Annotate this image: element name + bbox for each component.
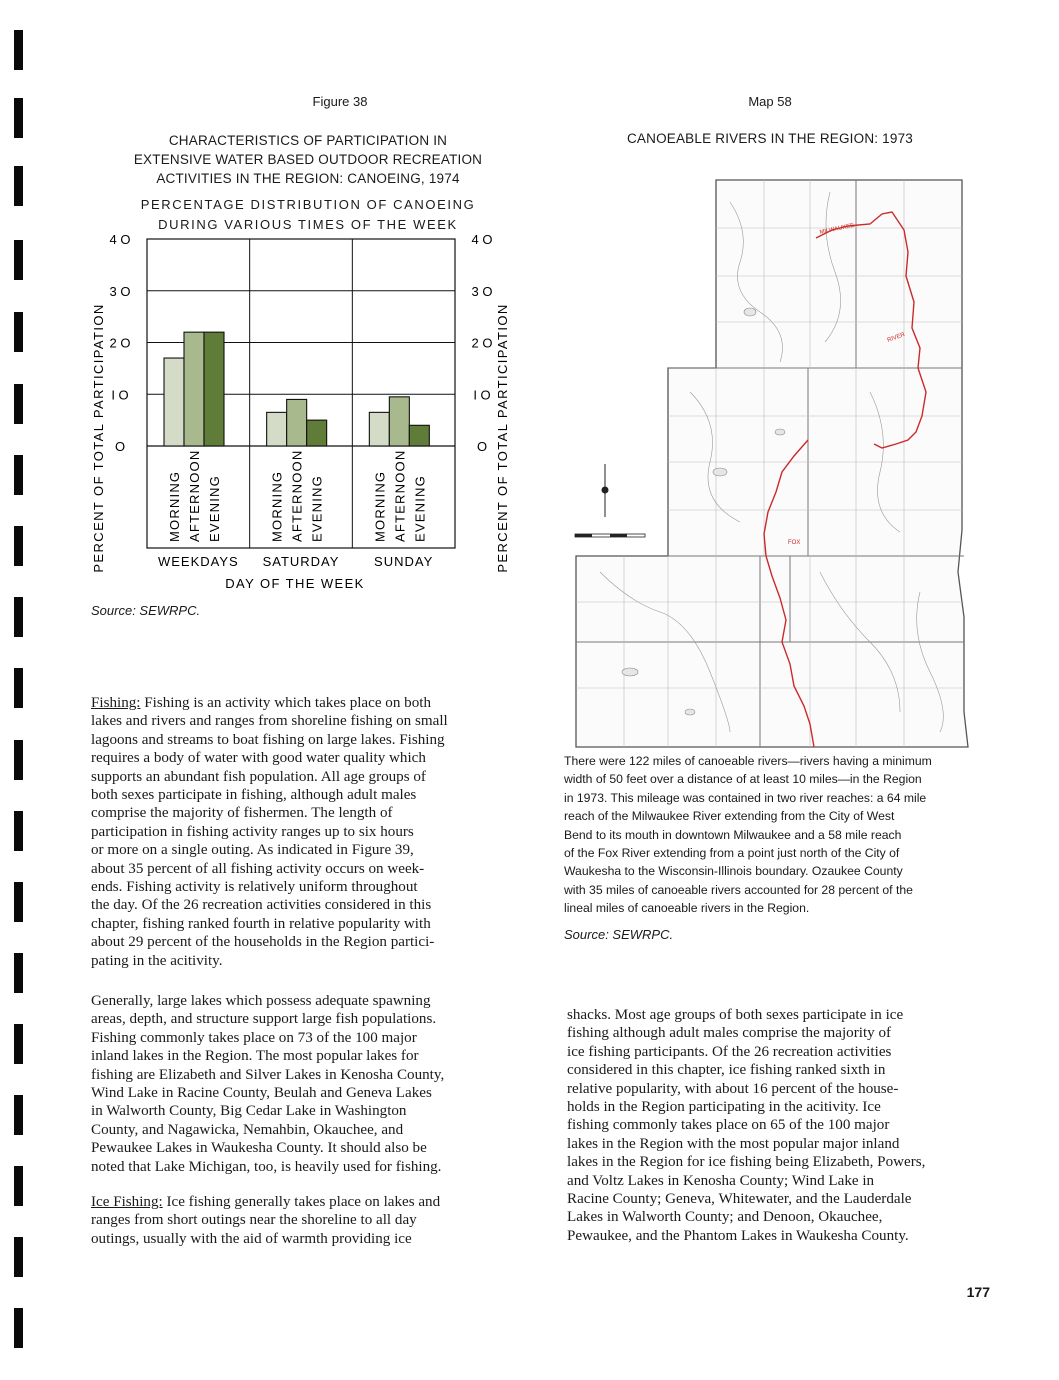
text-line: ice fishing participants. Of the 26 recreation activities	[567, 1043, 892, 1060]
group-label: SATURDAY	[262, 554, 340, 569]
text-line: lakes in the Region for ice fishing being Elizabeth, Powers,	[567, 1154, 926, 1171]
binding-hole	[14, 30, 23, 70]
text-line: in Walworth County, Big Cedar Lake in Washington	[91, 1103, 407, 1120]
binding-hole	[14, 668, 23, 708]
text-line: ends. Fishing activity is relatively uniform throughout	[91, 879, 418, 896]
text-line: participation in fishing activity ranges up to six hours	[91, 823, 414, 840]
page-number: 177	[966, 1284, 990, 1300]
text-line: Racine County; Geneva, Whitewater, and the Lauderdale	[567, 1191, 912, 1208]
text-line: inland lakes in the Region. The most popular lakes for	[91, 1048, 419, 1065]
text-line: considered in this chapter, ice fishing ranked sixth in	[567, 1062, 886, 1079]
figure-title	[108, 131, 508, 188]
paragraph-lakes	[91, 992, 511, 1176]
figure-source: Source: SEWRPC.	[91, 603, 201, 618]
text-line: County, and Nagawicka, Nemahbin, Okauchee, and	[91, 1121, 404, 1138]
paragraph-ice-fishing-continued	[567, 1006, 987, 1245]
paragraph-fishing	[91, 694, 511, 970]
caption-line: There were 122 miles of canoeable rivers—rivers having a minimum	[564, 754, 932, 768]
scale-bar	[575, 534, 645, 537]
caption-line: in 1973. This mileage was contained in two river reaches: a 64 mile	[564, 790, 927, 805]
bar-afternoon-sunday	[389, 397, 409, 446]
text-line: supports an abundant fish population. All age groups of	[91, 768, 426, 785]
bar-afternoon-saturday	[287, 399, 307, 446]
text-line: Pewaukee Lakes in Waukesha County. It should also be	[91, 1140, 427, 1157]
text-line: relative popularity, with about 16 percent of the house-	[567, 1080, 899, 1097]
text-line: lakes and rivers and ranges from shoreline fishing on small	[91, 713, 448, 730]
caption-line: with 35 miles of canoeable rivers accounted for 28 percent of the	[564, 882, 913, 897]
binding-hole	[14, 526, 23, 566]
bar-evening-weekdays	[204, 332, 224, 446]
binding-hole	[14, 1308, 23, 1348]
text-line: the day. Of the 26 recreation activities considered in this	[91, 897, 432, 914]
text-line: chapter, fishing ranked fourth in relative popularity with	[91, 915, 431, 932]
binding-hole	[14, 312, 23, 352]
binding-hole	[14, 384, 23, 424]
binding-hole	[14, 240, 23, 280]
text-line: shacks. Most age groups of both sexes participate in ice	[567, 1007, 904, 1023]
series-label: MORNING	[372, 470, 388, 542]
y-tick-label-right: 4 O	[471, 232, 493, 247]
group-label: SUNDAY	[374, 554, 434, 569]
chart-subtitle-line: DURING VARIOUS TIMES OF THE WEEK	[158, 217, 458, 232]
canoeing-bar-chart	[80, 228, 520, 598]
figure-title-line: ACTIVITIES IN THE REGION: CANOEING, 1974	[156, 171, 460, 186]
map-river-name: FOX	[788, 540, 801, 546]
text-line: Lakes in Walworth County; and Denoon, Okauchee,	[567, 1209, 883, 1226]
caption-line: Waukesha to the Wisconsin-Illinois boundary. Ozaukee County	[564, 864, 903, 879]
text-line: about 35 percent of all fishing activity occurs on week-	[91, 860, 425, 877]
text-line: holds in the Region participating in the acitivity. Ice	[567, 1099, 881, 1116]
binding-hole	[14, 953, 23, 993]
text-line: lakes in the Region with the most popular major inland	[567, 1135, 900, 1152]
text-line: Pewaukee, and the Phantom Lakes in Waukesha County.	[567, 1227, 909, 1244]
y-tick-label-left: 2 O	[109, 335, 131, 351]
section-lead-fishing: Fishing:	[91, 695, 141, 711]
series-label: EVENING	[309, 475, 325, 542]
text-line: or more on a single outing. As indicated in Figure 39,	[91, 842, 414, 859]
figure-title-line: EXTENSIVE WATER BASED OUTDOOR RECREATION	[133, 152, 483, 167]
bar-morning-sunday	[369, 412, 389, 446]
y-tick-label-left: O	[114, 439, 126, 454]
text-line: outings, usually with the aid of warmth providing ice	[91, 1230, 412, 1247]
binding-hole	[14, 1237, 23, 1277]
y-tick-label-left: 3 O	[109, 283, 131, 299]
y-axis-label-right: PERCENT OF TOTAL PARTICIPATION	[495, 303, 510, 573]
text-line: requires a body of water with good water quality which	[91, 750, 426, 767]
text-line: areas, depth, and structure support large fish populations.	[91, 1011, 437, 1028]
text-line: and Voltz Lakes in Kenosha County; Wind Lake in	[567, 1172, 875, 1189]
series-label: AFTERNOON	[392, 449, 408, 542]
binding-hole	[14, 1024, 23, 1064]
caption-line: reach of the Milwaukee River extending from the City of West	[564, 809, 895, 824]
text-line: about 29 percent of the households in the Region partici-	[91, 934, 435, 951]
text-line: Generally, large lakes which possess adequate spawning	[91, 993, 431, 1009]
text-line: both sexes participate in fishing, although adult males	[91, 787, 417, 804]
series-label: EVENING	[412, 475, 428, 542]
canoeable-rivers-map	[570, 172, 970, 752]
bar-afternoon-weekdays	[184, 332, 204, 446]
text-line: Fishing commonly takes place on 73 of the 100 major	[91, 1029, 417, 1046]
y-tick-label-left: 4 O	[109, 232, 131, 247]
binding-hole	[14, 740, 23, 780]
chart-bars	[164, 332, 429, 446]
y-tick-label-right: 3 O	[471, 283, 493, 299]
binding-hole	[14, 597, 23, 637]
series-label: AFTERNOON	[289, 449, 305, 542]
y-tick-label-right: O	[476, 439, 488, 454]
binding-hole	[14, 811, 23, 851]
series-label: AFTERNOON	[187, 449, 202, 542]
caption-line: lineal miles of canoeable rivers in the Region.	[564, 901, 810, 916]
series-label: MORNING	[269, 470, 285, 542]
binding-hole	[14, 455, 23, 495]
figure-title-line: CHARACTERISTICS OF PARTICIPATION IN	[168, 133, 448, 148]
binding-hole	[14, 98, 23, 138]
map-label: Map 58	[748, 94, 792, 109]
text-line: pating in the acitivity.	[91, 952, 223, 969]
map-caption	[564, 752, 984, 918]
north-arrow	[602, 464, 609, 517]
text-line: lagoons and streams to boat fishing on large lakes. Fishing	[91, 731, 445, 748]
bar-morning-weekdays	[164, 358, 184, 446]
text-line: Fishing: Fishing is an activity which takes place on both	[91, 695, 432, 711]
series-label: MORNING	[167, 470, 182, 542]
y-tick-label-right: I O	[473, 387, 491, 403]
section-lead-ice-fishing: Ice Fishing:	[91, 1194, 163, 1210]
region-outline	[576, 180, 968, 747]
figure-label: Figure 38	[312, 94, 368, 109]
caption-line: Bend to its mouth in downtown Milwaukee and a 58 mile reach	[564, 827, 902, 842]
text-line: fishing commonly takes place on 65 of the 100 major	[567, 1117, 890, 1134]
binding-hole	[14, 882, 23, 922]
caption-line: of the Fox River extending from a point just north of the City of	[564, 846, 900, 861]
chart-subtitle-line: PERCENTAGE DISTRIBUTION OF CANOEING	[140, 197, 476, 212]
group-label: WEEKDAYS	[157, 554, 239, 569]
text-line: comprise the majority of fishermen. The length of	[91, 805, 393, 822]
map-river-name: MILWAUKEE	[819, 222, 855, 236]
paragraph-ice-fishing	[91, 1193, 511, 1248]
x-axis-label: DAY OF THE WEEK	[225, 576, 365, 591]
text-line: Ice Fishing: Ice fishing generally takes place on lakes and	[91, 1194, 441, 1210]
binding-hole	[14, 166, 23, 206]
series-label: EVENING	[207, 475, 222, 542]
text-line: fishing are Elizabeth and Silver Lakes in Kenosha County,	[91, 1066, 445, 1083]
text-line: Wind Lake in Racine County, Beulah and Geneva Lakes	[91, 1085, 432, 1102]
bar-morning-saturday	[267, 412, 287, 446]
binding-hole	[14, 1166, 23, 1206]
text-line: noted that Lake Michigan, too, is heavily used for fishing.	[91, 1158, 442, 1175]
caption-line: width of 50 feet over a distance of at least 10 miles—in the Region	[564, 772, 922, 787]
y-tick-label-right: 2 O	[471, 335, 493, 351]
text-line: ranges from short outings near the shoreline to all day	[91, 1212, 417, 1229]
y-axis-label-left: PERCENT OF TOTAL PARTICIPATION	[91, 303, 106, 573]
map-source: Source: SEWRPC.	[564, 927, 674, 942]
binding-hole	[14, 1095, 23, 1135]
bar-evening-saturday	[307, 420, 327, 446]
chart-category-labels	[158, 450, 433, 569]
bar-evening-sunday	[409, 425, 429, 446]
map-river-name: RIVER	[886, 331, 906, 344]
y-tick-label-left: I O	[111, 387, 129, 403]
map-title: CANOEABLE RIVERS IN THE REGION: 1973	[626, 131, 914, 146]
text-line: fishing although adult males comprise the majority of	[567, 1025, 892, 1042]
